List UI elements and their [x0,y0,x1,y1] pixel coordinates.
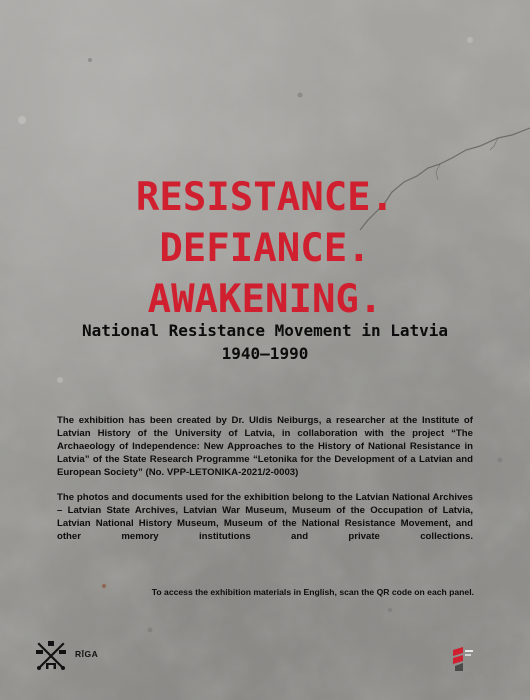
subtitle: National Resistance Movement in Latvia [81,321,449,340]
sources-paragraph: The photos and documents used for the exhibition belong to the Latvian National Archives – Latvian State Archives, Latvian War Museum, Museum of the Occupation of Latvia, Latvian National History Museum, Museum of the National Resistance Movement, and other memory institutions and private collections. [57,492,473,542]
riga-logo-text: RĪGA [75,649,99,659]
title-line-1: RESISTANCE. [135,175,395,220]
title-line-2: DEFIANCE. [159,226,371,271]
qr-note: To access the exhibition materials in English, scan the QR code on each panel. [151,587,474,597]
credits-paragraph: The exhibition has been created by Dr. Uldis Neiburgs, a researcher at the Institute of Latvian History of the University of Latvia, in collaboration with the project “The Archaeology of Independence: New Approaches to the History of National Resistance in Latvia” of the State Research Programme “Letonika for the Development of a Latvian and European Society” (No. VPP-LETONIKA-2021/2-0003) [57,415,473,478]
subtitle-years: 1940–1990 [221,344,309,363]
museum-logo-icon [451,646,475,672]
riga-coat-of-arms-icon [34,639,68,673]
title-line-3: AWAKENING. [147,277,383,322]
